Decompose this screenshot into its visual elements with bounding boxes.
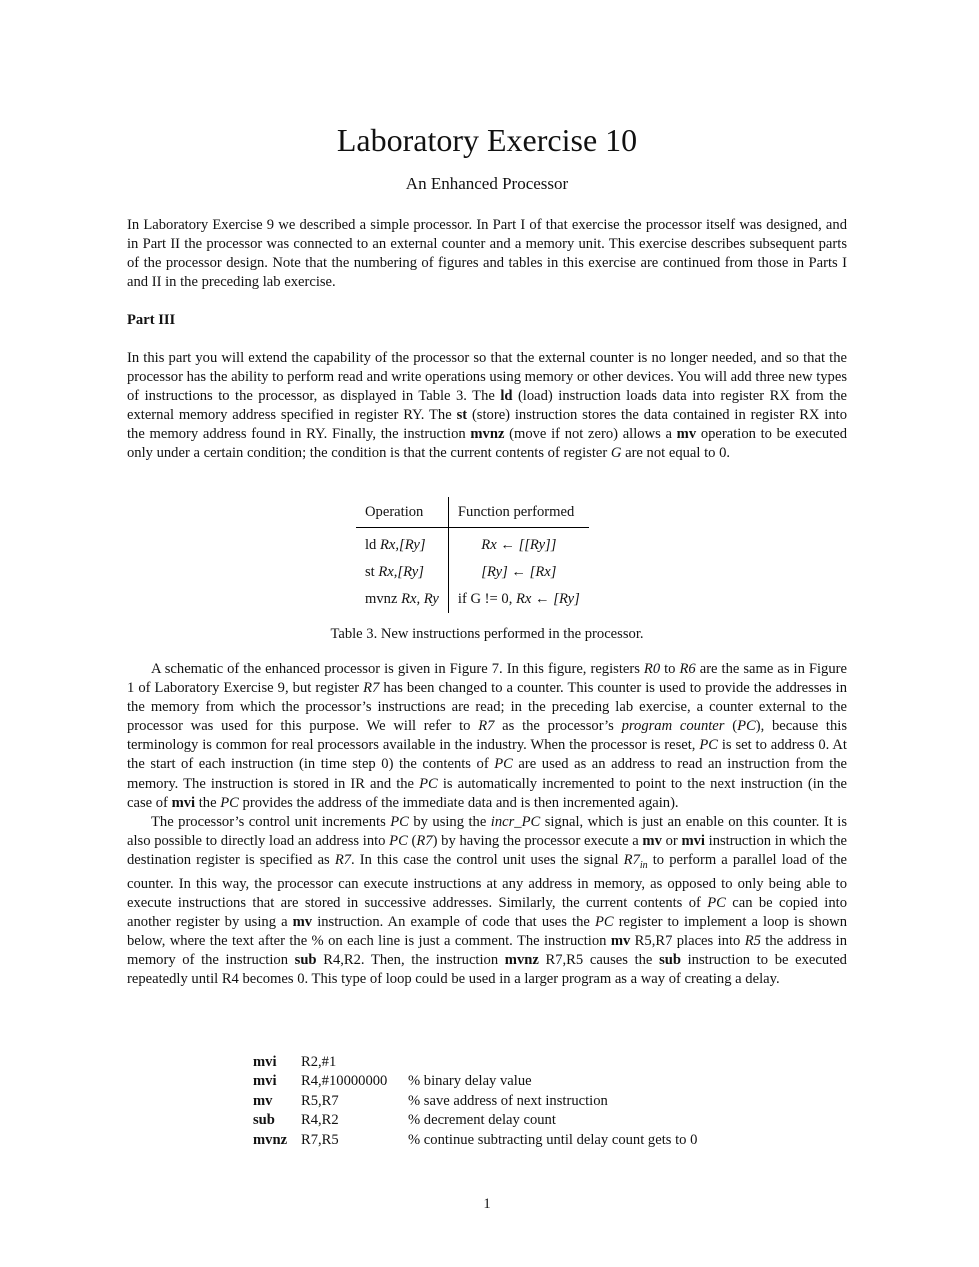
code-line	[253, 1054, 697, 1073]
control-unit-paragraph: The processor’s control unit increments PC by using the incr_PC signal, which is just an enable on this counter. It is also possible to directly load an address into PC (R7) by having the processor execute a mv or mvi instruction in which the destination register is specified as R7. In this case the control unit uses the signal $R7_{in}$ to perform a parallel load of the counter. In this way, the processor can execute instructions at any address in memory, as opposed to only being able to execute instructions that are stored in successive addresses. Similarly, the current contents of PC can be copied into another register by using a mv instruction. An example of code that uses the PC register to implement a loop is shown below, where the text after the % on each line is just a comment. The instruction mv R5,R7 places into R5 the address in memory of the instruction sub R4,R2. Then, the instruction mvnz R7,R5 causes the sub instruction to be executed repeatedly until R4 becomes 0. This type of loop could be used in a larger program as a way of creating a delay.	[127, 813, 847, 988]
code-line	[253, 1112, 697, 1131]
instruction-table	[356, 497, 589, 613]
code-opcode: mv	[253, 1092, 273, 1109]
table-cell-operation: mvnz Rx, Ry	[356, 586, 448, 613]
table-cell-operation: st Rx,[Ry]	[356, 559, 448, 586]
code-operands: R4,R2	[301, 1112, 339, 1129]
code-line	[253, 1132, 697, 1151]
table-cell-operation: ld Rx,[Ry]	[356, 528, 448, 560]
page-number: 1	[483, 1196, 491, 1212]
code-comment: % decrement delay count	[408, 1112, 556, 1129]
table-header-row	[356, 497, 589, 528]
code-opcode: mvnz	[253, 1131, 288, 1148]
document-title: Laboratory Exercise 10	[336, 122, 638, 158]
code-line	[253, 1093, 697, 1112]
code-operands: R5,R7	[301, 1092, 339, 1109]
table-header-operation: Operation	[356, 497, 448, 528]
table-row	[356, 559, 589, 586]
code-operands: R2,#1	[301, 1054, 337, 1070]
section-heading: Part III	[127, 312, 176, 328]
part-three-paragraph: In this part you will extend the capability of the processor so that the external counter is no longer needed, and so that the processor has the ability to perform read and write operations using memory or other devices. You will add three new types of instructions to the processor, as displayed in Table 3. The ld (load) instruction loads data into register RX from the external memory address specified in register RY. The st (store) instruction stores the data contained in register RX into the memory address found in RY. Finally, the instruction mvnz (move if not zero) allows a mv operation to be executed only under a certain condition; the condition is that the current contents of register G are not equal to 0.	[127, 350, 848, 462]
table-cell-function: if G != 0, Rx ← [Ry]	[457, 591, 580, 607]
table-row	[356, 528, 589, 560]
code-opcode: sub	[253, 1112, 275, 1129]
table-header-function: Function performed	[448, 497, 588, 528]
table-cell-function: [Ry] ← [Rx]	[481, 564, 557, 580]
code-operands: R7,R5	[301, 1131, 339, 1148]
code-comment: % continue subtracting until delay count gets to 0	[408, 1131, 698, 1148]
code-opcode: mvi	[253, 1054, 277, 1070]
table-cell-function: Rx ← [[Ry]]	[481, 537, 557, 553]
code-line	[253, 1073, 697, 1092]
code-operands: R4,#10000000	[301, 1073, 388, 1090]
code-comment: % save address of next instruction	[408, 1092, 608, 1109]
code-comment: % binary delay value	[408, 1073, 532, 1090]
body-text	[127, 660, 847, 990]
code-listing	[253, 1054, 697, 1151]
table-row	[356, 586, 589, 613]
schematic-paragraph: A schematic of the enhanced processor is given in Figure 7. In this figure, registers R0 to R6 are the same as in Figure 1 of Laboratory Exercise 9, but register R7 has been changed to a counter. This counter is used to provide the addresses in the memory from which the processor’s instructions are read; in the preceding lab exercise, a counter external to the processor was used for this purpose. We will refer to R7 as the processor’s program counter (PC), because this terminology is common for real processors available in the industry. When the processor is reset, PC is set to address 0. At the start of each instruction (in time step 0) the contents of PC are used as an address to read an instruction from the memory. The instruction is stored in IR and the PC is automatically incremented to point to the next instruction (in the case of mvi the PC provides the address of the immediate data and is then incremented again).	[127, 661, 848, 811]
intro-paragraph: In Laboratory Exercise 9 we described a simple processor. In Part I of that exercise the processor itself was designed, and in Part II the processor was connected to an external counter and a memory unit. This exercise describes subsequent parts of the processor design. Note that the numbering of figures and tables in this exercise are continued from those in Parts I and II in the preceding lab exercise.	[127, 217, 847, 291]
code-opcode: mvi	[253, 1073, 277, 1090]
document-subtitle: An Enhanced Processor	[405, 174, 569, 193]
table-caption: Table 3. New instructions performed in the processor.	[330, 626, 644, 642]
